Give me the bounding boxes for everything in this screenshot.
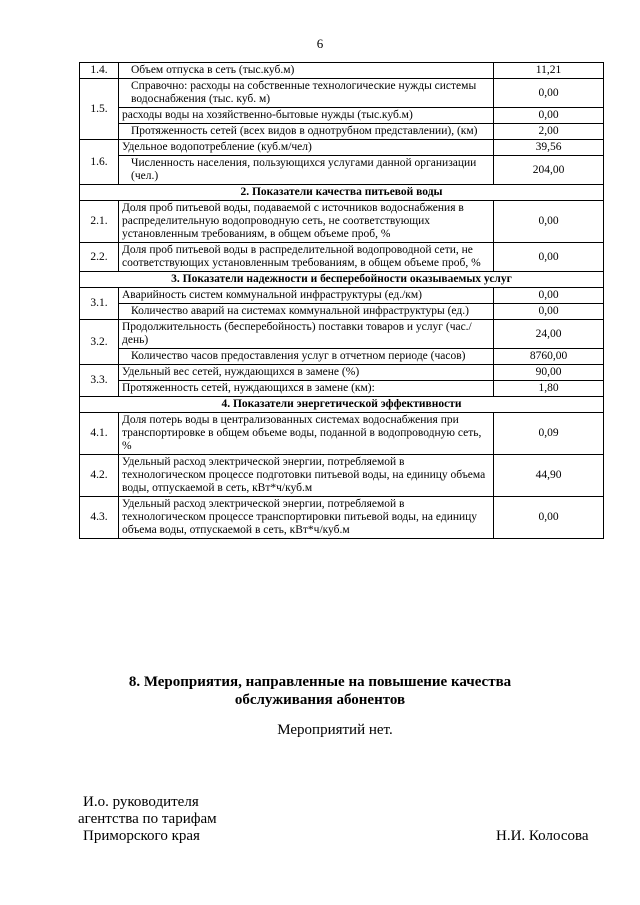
indicator-value: 39,56 bbox=[494, 140, 604, 156]
no-measures-text: Мероприятий нет. bbox=[277, 722, 393, 738]
table-row bbox=[80, 349, 604, 365]
indicator-value: 0,00 bbox=[494, 108, 604, 124]
indicator-value: 0,00 bbox=[494, 497, 604, 539]
table-row bbox=[80, 288, 604, 304]
indicator-name: Продолжительность (бесперебойность) поставки товаров и услуг (час./день) bbox=[119, 320, 494, 349]
table-row bbox=[80, 63, 604, 79]
indicator-name: Объем отпуска в сеть (тыс.куб.м) bbox=[119, 63, 494, 79]
indicator-value: 0,09 bbox=[494, 413, 604, 455]
row-number: 1.6. bbox=[80, 140, 119, 185]
indicator-name: Удельный расход электрической энергии, потребляемой в технологическом процессе подготовки питьевой воды, на единицу объема воды, отпускаемой в сеть, кВт*ч/куб.м bbox=[119, 455, 494, 497]
table-row bbox=[80, 243, 604, 272]
table-row bbox=[80, 140, 604, 156]
row-number: 2.1. bbox=[80, 201, 119, 243]
indicator-value: 1,80 bbox=[494, 381, 604, 397]
indicator-value: 0,00 bbox=[494, 201, 604, 243]
indicator-name: Удельный вес сетей, нуждающихся в замене (%) bbox=[119, 365, 494, 381]
indicator-name: Аварийность систем коммунальной инфраструктуры (ед./км) bbox=[119, 288, 494, 304]
indicator-name: Количество аварий на системах коммунальной инфраструктуры (ед.) bbox=[119, 304, 494, 320]
indicator-value: 44,90 bbox=[494, 455, 604, 497]
table-row bbox=[80, 320, 604, 349]
table-row bbox=[80, 79, 604, 108]
section-title: 2. Показатели качества питьевой воды bbox=[80, 185, 604, 201]
indicator-name: Удельный расход электрической энергии, потребляемой в технологическом процессе транспортировки питьевой воды, на единицу объема воды, отпускаемой в сеть, кВт*ч/куб.м bbox=[119, 497, 494, 539]
signatory-title-line-1: И.о. руководителя bbox=[83, 794, 199, 810]
indicator-value: 0,00 bbox=[494, 304, 604, 320]
table-row bbox=[80, 156, 604, 185]
indicator-value: 24,00 bbox=[494, 320, 604, 349]
section-8-heading-line-2: обслуживания абонентов bbox=[234, 692, 406, 708]
row-number: 1.4. bbox=[80, 63, 119, 79]
section-title: 3. Показатели надежности и бесперебойности оказываемых услуг bbox=[80, 272, 604, 288]
table-row bbox=[80, 413, 604, 455]
indicator-name: Численность населения, пользующихся услугами данной организации (чел.) bbox=[119, 156, 494, 185]
table-row bbox=[80, 381, 604, 397]
indicator-name: Количество часов предоставления услуг в отчетном периоде (часов) bbox=[119, 349, 494, 365]
table-row bbox=[80, 124, 604, 140]
indicator-value: 90,00 bbox=[494, 365, 604, 381]
indicator-value: 8760,00 bbox=[494, 349, 604, 365]
indicator-name: Доля проб питьевой воды в распределительной водопроводной сети, не соответствующих установленным требованиям, в общем объеме проб, % bbox=[119, 243, 494, 272]
row-number: 2.2. bbox=[80, 243, 119, 272]
indicators-table bbox=[79, 62, 604, 539]
section-title: 4. Показатели энергетической эффективности bbox=[80, 397, 604, 413]
table-row bbox=[80, 304, 604, 320]
indicator-value: 2,00 bbox=[494, 124, 604, 140]
signatory-name: Н.И. Колосова bbox=[496, 828, 589, 844]
indicator-name: Протяженность сетей (всех видов в однотрубном представлении), (км) bbox=[119, 124, 494, 140]
row-number: 4.3. bbox=[80, 497, 119, 539]
table-section-row bbox=[80, 272, 604, 288]
indicator-name: расходы воды на хозяйственно-бытовые нужды (тыс.куб.м) bbox=[119, 108, 494, 124]
indicator-value: 204,00 bbox=[494, 156, 604, 185]
signatory-title bbox=[78, 794, 217, 845]
indicator-name: Протяженность сетей, нуждающихся в замене (км): bbox=[119, 381, 494, 397]
table-row bbox=[80, 497, 604, 539]
indicator-value: 0,00 bbox=[494, 243, 604, 272]
signatory-title-line-2: агентства по тарифам bbox=[78, 811, 217, 827]
table-row bbox=[80, 108, 604, 124]
table-row bbox=[80, 365, 604, 381]
indicator-name: Удельное водопотребление (куб.м/чел) bbox=[119, 140, 494, 156]
table-row bbox=[80, 201, 604, 243]
table-row bbox=[80, 455, 604, 497]
indicator-value: 0,00 bbox=[494, 288, 604, 304]
section-8-heading-line-1: 8. Мероприятия, направленные на повышение качества bbox=[128, 674, 512, 690]
row-number: 3.3. bbox=[80, 365, 119, 397]
indicator-value: 11,21 bbox=[494, 63, 604, 79]
table-section-row bbox=[80, 185, 604, 201]
table-section-row bbox=[80, 397, 604, 413]
indicator-name: Доля проб питьевой воды, подаваемой с источников водоснабжения в распределительную водопроводную сеть, не соответствующих установленным требованиям, в общем объеме проб, % bbox=[119, 201, 494, 243]
row-number: 3.1. bbox=[80, 288, 119, 320]
row-number: 4.1. bbox=[80, 413, 119, 455]
indicator-name: Доля потерь воды в централизованных системах водоснабжения при транспортировке в общем объеме воды, поданной в водопроводную сеть, % bbox=[119, 413, 494, 455]
indicator-name: Справочно: расходы на собственные технологические нужды системы водоснабжения (тыс. куб. м) bbox=[119, 79, 494, 108]
signatory-title-line-3: Приморского края bbox=[83, 828, 200, 844]
row-number: 1.5. bbox=[80, 79, 119, 140]
row-number: 4.2. bbox=[80, 455, 119, 497]
page-number: 6 bbox=[316, 36, 324, 51]
row-number: 3.2. bbox=[80, 320, 119, 365]
indicator-value: 0,00 bbox=[494, 79, 604, 108]
section-8-heading bbox=[0, 673, 640, 709]
